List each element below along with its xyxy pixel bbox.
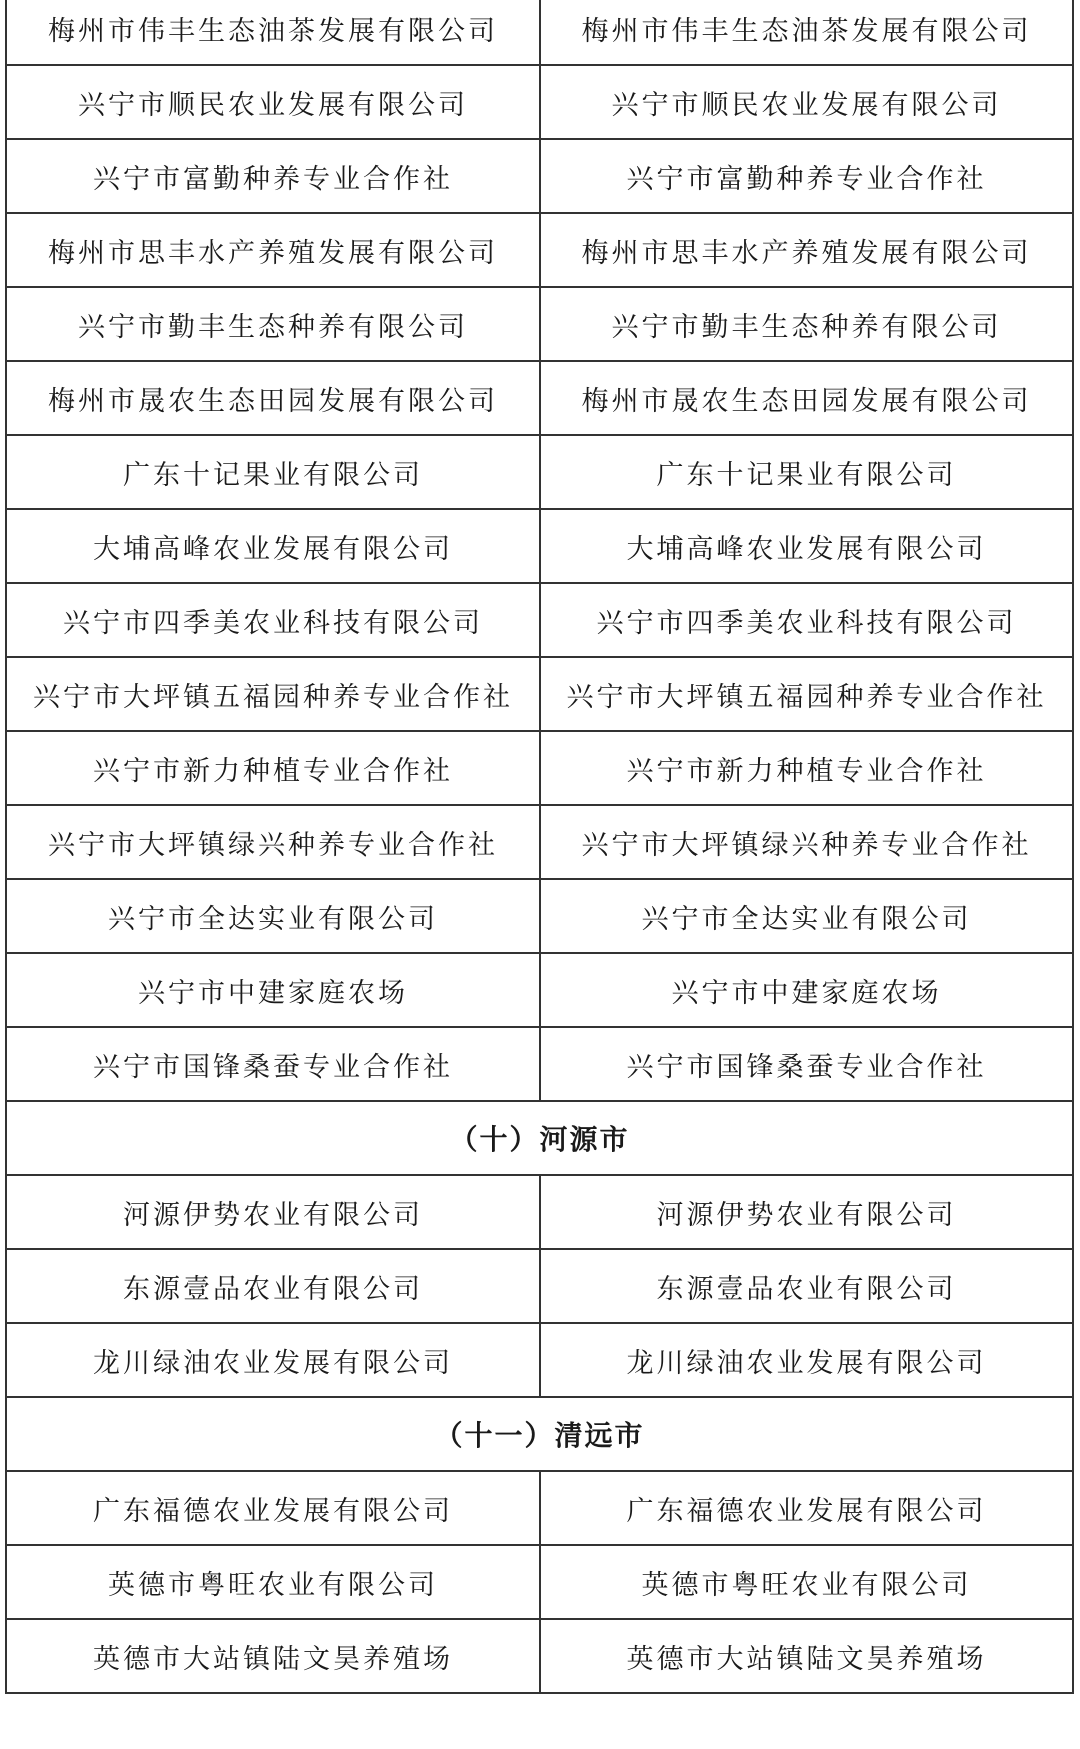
table-row — [6, 1323, 1073, 1397]
company-name-cell-right: 英德市粤旺农业有限公司 — [540, 1545, 1073, 1619]
table-row — [6, 1249, 1073, 1323]
company-name-cell: 兴宁市大坪镇绿兴种养专业合作社 — [6, 805, 540, 879]
company-name-cell-right: 广东福德农业发展有限公司 — [540, 1471, 1073, 1545]
table-row — [6, 139, 1073, 213]
company-name-cell: 河源伊势农业有限公司 — [6, 1175, 540, 1249]
table-row — [6, 65, 1073, 139]
company-name-cell: 兴宁市国锋桑蚕专业合作社 — [6, 1027, 540, 1101]
table-row — [6, 213, 1073, 287]
company-name-cell-right: 龙川绿油农业发展有限公司 — [540, 1323, 1073, 1397]
company-name-cell: 兴宁市新力种植专业合作社 — [6, 731, 540, 805]
company-name-cell: 梅州市思丰水产养殖发展有限公司 — [6, 213, 540, 287]
company-name-cell-right: 兴宁市顺民农业发展有限公司 — [540, 65, 1073, 139]
company-name-cell-right: 兴宁市国锋桑蚕专业合作社 — [540, 1027, 1073, 1101]
table-row — [6, 805, 1073, 879]
company-name-cell-right: 河源伊势农业有限公司 — [540, 1175, 1073, 1249]
table-row — [6, 583, 1073, 657]
table-row — [6, 0, 1073, 65]
company-name-cell-right: 梅州市伟丰生态油茶发展有限公司 — [540, 0, 1073, 65]
company-name-cell: 英德市粤旺农业有限公司 — [6, 1545, 540, 1619]
table-row — [6, 1471, 1073, 1545]
table-row — [6, 1027, 1073, 1101]
table-row — [6, 509, 1073, 583]
section-header-row — [6, 1397, 1073, 1471]
table-row — [6, 657, 1073, 731]
company-list-table — [5, 0, 1074, 1694]
company-name-cell: 英德市大站镇陆文昊养殖场 — [6, 1619, 540, 1693]
company-name-cell-right: 兴宁市大坪镇绿兴种养专业合作社 — [540, 805, 1073, 879]
company-name-cell: 广东福德农业发展有限公司 — [6, 1471, 540, 1545]
section-header-row — [6, 1101, 1073, 1175]
company-name-cell-right: 兴宁市勤丰生态种养有限公司 — [540, 287, 1073, 361]
company-name-cell: 梅州市伟丰生态油茶发展有限公司 — [6, 0, 540, 65]
company-name-cell-right: 兴宁市全达实业有限公司 — [540, 879, 1073, 953]
table-row — [6, 879, 1073, 953]
table-row — [6, 1619, 1073, 1693]
company-name-cell-right: 兴宁市新力种植专业合作社 — [540, 731, 1073, 805]
company-name-cell-right: 广东十记果业有限公司 — [540, 435, 1073, 509]
company-name-cell: 大埔高峰农业发展有限公司 — [6, 509, 540, 583]
table-body — [6, 0, 1073, 1693]
table-row — [6, 435, 1073, 509]
company-name-cell: 梅州市晟农生态田园发展有限公司 — [6, 361, 540, 435]
company-name-cell: 兴宁市全达实业有限公司 — [6, 879, 540, 953]
company-name-cell: 兴宁市勤丰生态种养有限公司 — [6, 287, 540, 361]
company-name-cell-right: 兴宁市富勤种养专业合作社 — [540, 139, 1073, 213]
company-name-cell-right: 大埔高峰农业发展有限公司 — [540, 509, 1073, 583]
company-name-cell: 兴宁市四季美农业科技有限公司 — [6, 583, 540, 657]
table-row — [6, 361, 1073, 435]
company-name-cell-right: 兴宁市中建家庭农场 — [540, 953, 1073, 1027]
company-name-cell-right: 英德市大站镇陆文昊养殖场 — [540, 1619, 1073, 1693]
table-row — [6, 1545, 1073, 1619]
company-name-cell: 东源壹品农业有限公司 — [6, 1249, 540, 1323]
table-row — [6, 731, 1073, 805]
company-name-cell: 兴宁市顺民农业发展有限公司 — [6, 65, 540, 139]
company-name-cell-right: 兴宁市大坪镇五福园种养专业合作社 — [540, 657, 1073, 731]
table-row — [6, 287, 1073, 361]
company-name-cell: 兴宁市大坪镇五福园种养专业合作社 — [6, 657, 540, 731]
company-name-cell-right: 梅州市晟农生态田园发展有限公司 — [540, 361, 1073, 435]
table-row — [6, 953, 1073, 1027]
section-title: （十一）清远市 — [6, 1397, 1073, 1471]
company-name-cell-right: 梅州市思丰水产养殖发展有限公司 — [540, 213, 1073, 287]
company-name-cell: 广东十记果业有限公司 — [6, 435, 540, 509]
table-row — [6, 1175, 1073, 1249]
company-name-cell-right: 兴宁市四季美农业科技有限公司 — [540, 583, 1073, 657]
company-name-cell-right: 东源壹品农业有限公司 — [540, 1249, 1073, 1323]
company-name-cell: 龙川绿油农业发展有限公司 — [6, 1323, 540, 1397]
section-title: （十）河源市 — [6, 1101, 1073, 1175]
company-name-cell: 兴宁市中建家庭农场 — [6, 953, 540, 1027]
company-name-cell: 兴宁市富勤种养专业合作社 — [6, 139, 540, 213]
